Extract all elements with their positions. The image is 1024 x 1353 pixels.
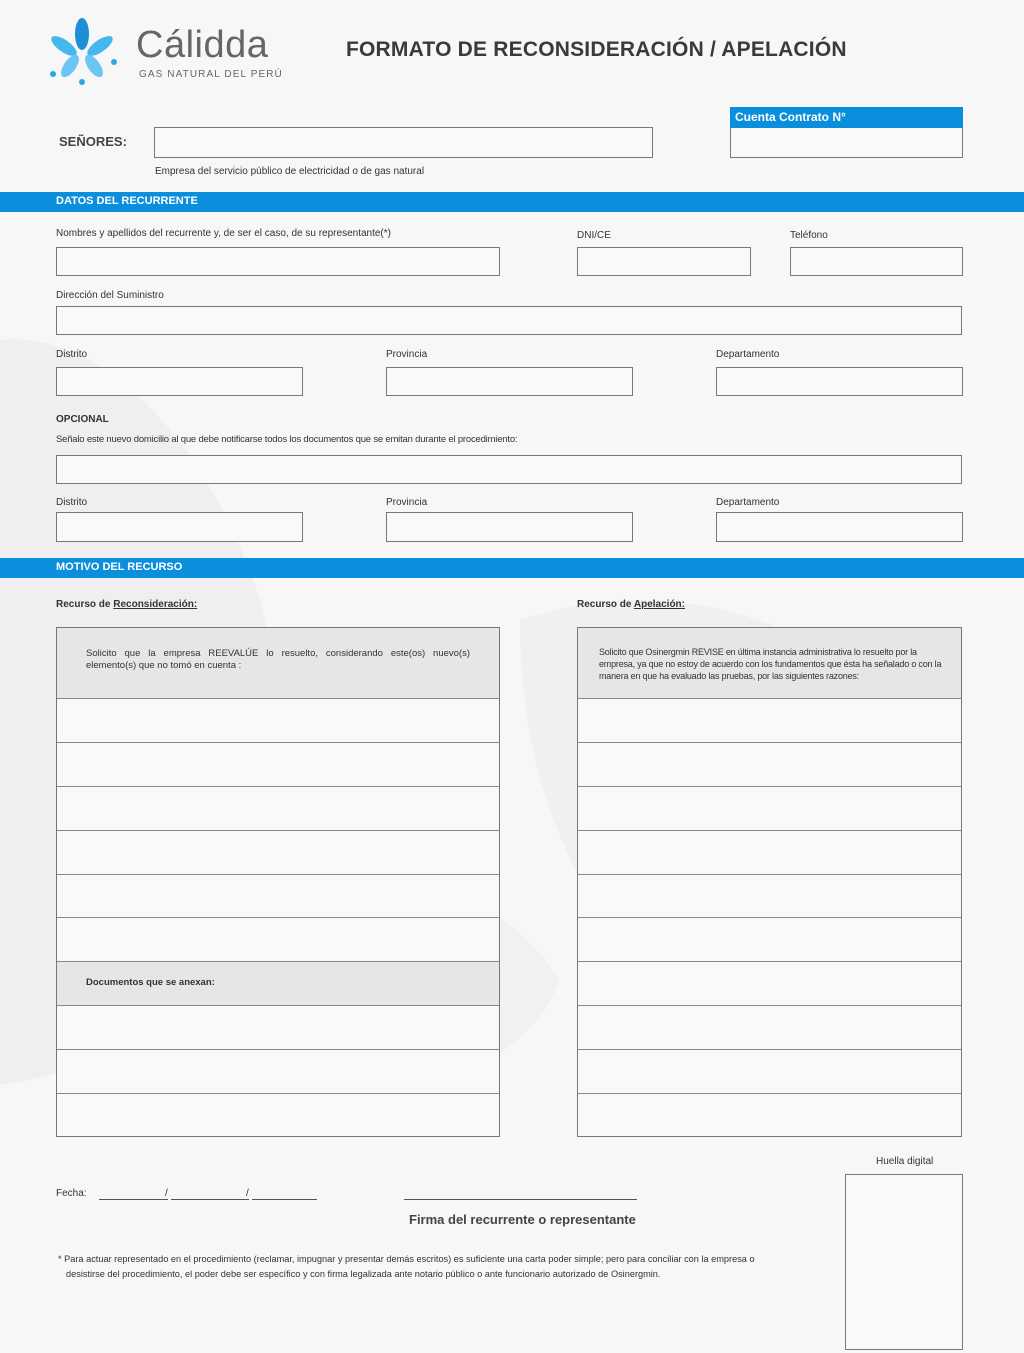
apelacion-line-3[interactable] xyxy=(578,787,961,831)
provincia-field[interactable] xyxy=(386,367,633,396)
opcional-distrito-field[interactable] xyxy=(56,512,303,542)
firma-line[interactable] xyxy=(404,1199,637,1200)
telefono-field[interactable] xyxy=(790,247,963,276)
reconsideracion-line-5[interactable] xyxy=(57,875,499,918)
opcional-departamento-field[interactable] xyxy=(716,512,963,542)
section-title: MOTIVO DEL RECURSO xyxy=(56,561,183,573)
section-motivo-recurso xyxy=(0,558,1024,578)
reconsideracion-line-1[interactable] xyxy=(57,699,499,743)
huella-label: Huella digital xyxy=(876,1156,934,1167)
documentos-header-row xyxy=(57,962,499,1006)
reconsideracion-text: Solicito que la empresa REEVALÚE lo resuelto, considerando este(os) nuevo(s) elemento(s) que no tomó en cuenta : xyxy=(86,648,470,671)
apelacion-heading: Recurso de Apelación: xyxy=(577,599,685,610)
reconsideracion-line-2[interactable] xyxy=(57,743,499,787)
section-title: DATOS DEL RECURRENTE xyxy=(56,195,198,207)
distrito-field[interactable] xyxy=(56,367,303,396)
apelacion-line-1[interactable] xyxy=(578,699,961,743)
documentos-label: Documentos que se anexan: xyxy=(86,977,215,988)
cuenta-contrato-header xyxy=(730,107,963,128)
apelacion-line-8[interactable] xyxy=(578,1006,961,1050)
section-datos-recurrente xyxy=(0,192,1024,212)
footnote-line-2: desistirse del procedimiento, el poder debe ser específico y con firma legalizada ante notario público o ante funcionario autorizado de Osinergmin. xyxy=(66,1269,661,1279)
reconsideracion-line-3[interactable] xyxy=(57,787,499,831)
documentos-line-2[interactable] xyxy=(57,1050,499,1094)
telefono-label: Teléfono xyxy=(790,230,828,241)
opcional-provincia-label: Provincia xyxy=(386,497,428,508)
apelacion-line-2[interactable] xyxy=(578,743,961,787)
opcional-distrito-label: Distrito xyxy=(56,497,88,508)
opcional-departamento-label: Departamento xyxy=(716,497,780,508)
apelacion-line-4[interactable] xyxy=(578,831,961,875)
calidda-flower-logo-icon xyxy=(44,16,120,88)
dni-field[interactable] xyxy=(577,247,751,276)
departamento-field[interactable] xyxy=(716,367,963,396)
footnote-line-1: * Para actuar representado en el procedimiento (reclamar, impugnar y presentar demás escritos) es suficiente una carta poder simple; pero para conciliar con la empresa o xyxy=(58,1254,755,1264)
cuenta-contrato-field[interactable] xyxy=(730,128,963,158)
fecha-day-line[interactable] xyxy=(99,1199,168,1200)
senores-help: Empresa del servicio público de electricidad o de gas natural xyxy=(155,166,425,177)
firma-label: Firma del recurrente o representante xyxy=(409,1212,636,1227)
opcional-provincia-field[interactable] xyxy=(386,512,633,542)
apelacion-line-6[interactable] xyxy=(578,918,961,962)
reconsideracion-line-6[interactable] xyxy=(57,918,499,962)
provincia-label: Provincia xyxy=(386,349,428,360)
apelacion-line-5[interactable] xyxy=(578,875,961,918)
cuenta-contrato-label: Cuenta Contrato N° xyxy=(735,110,846,124)
fecha-month-line[interactable] xyxy=(171,1199,249,1200)
documentos-line-3[interactable] xyxy=(57,1094,499,1136)
opcional-label: OPCIONAL xyxy=(56,414,109,425)
huella-box[interactable] xyxy=(845,1174,963,1350)
apelacion-text: Solicito que Osinergmin REVISE en última instancia administrativa lo resuelto por la empresa, ya que no estoy de acuerdo con los fundamentos que ésta ha señalado o con la manera en que ha evaluado las pruebas, por las siguientes razones: xyxy=(599,647,942,681)
brand-name: Cálidda xyxy=(136,24,269,66)
brand-tagline: GAS NATURAL DEL PERÚ xyxy=(139,69,283,80)
senores-field[interactable] xyxy=(154,127,653,158)
apelacion-header-row xyxy=(578,628,961,699)
direccion-field[interactable] xyxy=(56,306,962,335)
reconsideracion-grid xyxy=(56,627,500,1137)
opcional-help: Señalo este nuevo domicilio al que debe notificarse todos los documentos que se emitan durante el procedimiento: xyxy=(56,434,518,445)
fecha-slash-1: / xyxy=(165,1188,168,1199)
apelacion-grid xyxy=(577,627,962,1137)
fecha-year-line[interactable] xyxy=(252,1199,317,1200)
nombres-field[interactable] xyxy=(56,247,500,276)
nuevo-domicilio-field[interactable] xyxy=(56,455,962,484)
senores-label: SEÑORES: xyxy=(59,134,127,149)
apelacion-line-7[interactable] xyxy=(578,962,961,1006)
dni-label: DNI/CE xyxy=(577,230,611,241)
documentos-line-1[interactable] xyxy=(57,1006,499,1050)
apelacion-line-9[interactable] xyxy=(578,1050,961,1094)
page-title: FORMATO DE RECONSIDERACIÓN / APELACIÓN xyxy=(346,38,847,61)
reconsideracion-heading: Recurso de Reconsideración: xyxy=(56,599,198,610)
departamento-label: Departamento xyxy=(716,349,780,360)
direccion-label: Dirección del Suministro xyxy=(56,290,164,301)
fecha-label: Fecha: xyxy=(56,1188,87,1199)
apelacion-line-10[interactable] xyxy=(578,1094,961,1136)
distrito-label: Distrito xyxy=(56,349,88,360)
fecha-slash-2: / xyxy=(246,1188,249,1199)
reconsideracion-line-4[interactable] xyxy=(57,831,499,875)
reconsideracion-header-row xyxy=(57,628,499,699)
nombres-label: Nombres y apellidos del recurrente y, de ser el caso, de su representante(*) xyxy=(56,228,391,239)
